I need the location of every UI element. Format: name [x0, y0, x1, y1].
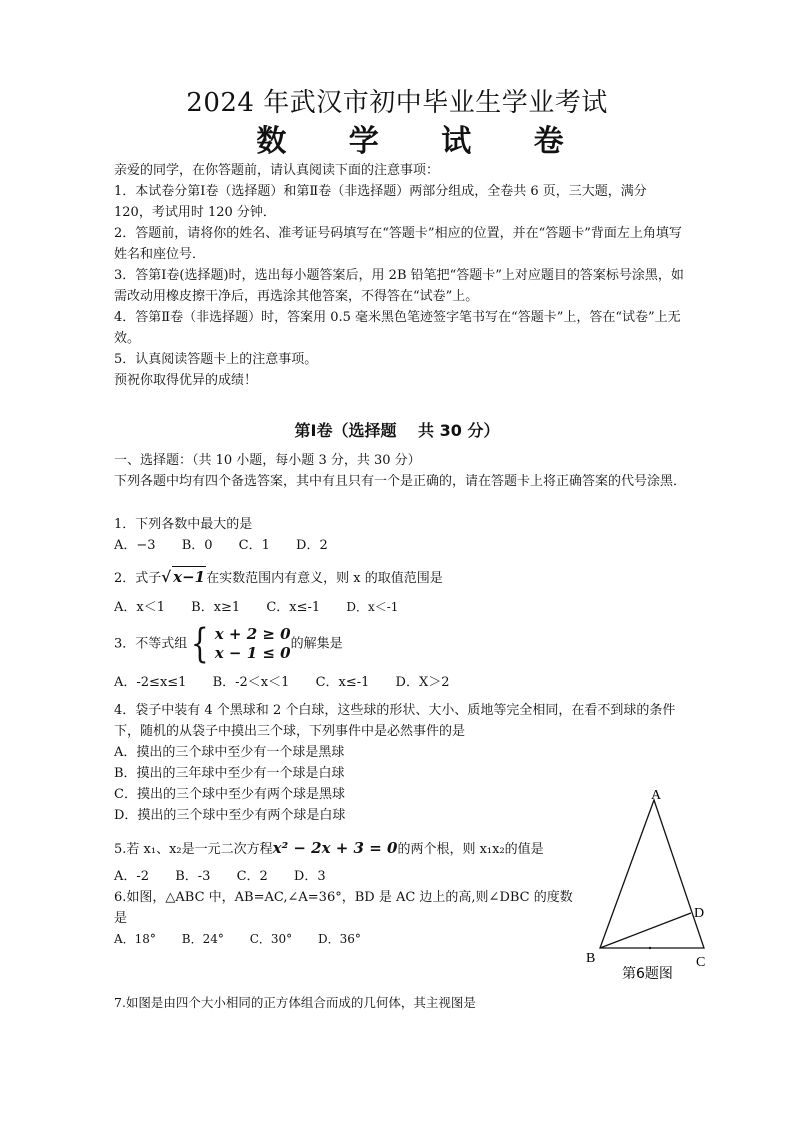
- exam-subtitle: 数 学 试 卷: [256, 124, 590, 159]
- note-item: 4．答第Ⅱ卷（非选择题）时，答案用 0.5 毫米黑色笔迹签字笔书写在“答题卡”上，答在“试卷”上无效。: [114, 310, 681, 346]
- figure-caption: 第6题图: [622, 966, 673, 982]
- option-c: C．1: [238, 538, 270, 553]
- sqrt-expression: √ x−1: [161, 568, 206, 586]
- label-d: D: [694, 906, 705, 921]
- note-item: 3．答第Ⅰ卷(选择题)时，选出每小题答案后，用 2B 铅笔把“答题卡”上对应题目的答案标号涂黑，如需改动用橡皮擦干净后，再选涂其他答案，不得答在“试卷”上。: [114, 268, 684, 304]
- inequality-system: [187, 621, 291, 667]
- option-c: C．摸出的三个球中至少有两个球是黑球: [114, 787, 345, 802]
- options-row: [114, 672, 686, 693]
- quadratic-equation: x² − 2x + 3 = 0: [272, 839, 398, 857]
- question-7: [114, 992, 686, 1013]
- section-heading: 一、选择题：（共 10 小题，每小题 3 分，共 30 分）: [114, 453, 421, 468]
- note-item: 5．认真阅读答题卡上的注意事项。: [114, 352, 318, 367]
- triangle-figure: [580, 782, 720, 992]
- option-d: D．3: [293, 869, 326, 884]
- option-c: C．x≤-1: [266, 600, 321, 615]
- option-d: D．x＜-1: [346, 600, 399, 614]
- option-a: A．-2: [114, 869, 150, 884]
- stem-suffix: 在实数范围内有意义，则 x 的取值范围是: [206, 571, 443, 586]
- option-a: A．摸出的三个球中至少有一个球是黑球: [114, 745, 345, 760]
- question-6: [114, 887, 574, 950]
- altitude-bd: [600, 913, 691, 948]
- question-1: [114, 514, 686, 556]
- notes-section: [114, 160, 686, 391]
- option-b: B．24°: [181, 932, 224, 946]
- option-b: B．0: [181, 538, 213, 553]
- stem-suffix: 的两个根，则 x₁x₂的值是: [397, 842, 544, 857]
- stem-suffix: 的解集是: [290, 636, 343, 652]
- question-stem: 7.如图是由四个大小相同的正方体组合而成的几何体，其主视图是: [114, 995, 476, 1010]
- section-title: 第Ⅰ卷（选择题 共 30 分）: [294, 421, 500, 440]
- question-stem: [114, 566, 686, 589]
- option-a: A．-2≤x≤1: [114, 675, 187, 690]
- section-instruction: 下列各题中均有四个备选答案，其中有且只有一个是正确的，请在答题卡上将正确答案的代号涂黑．: [114, 474, 687, 489]
- option-d: D．2: [296, 538, 328, 553]
- options-row: [114, 929, 574, 950]
- option-a: A．x＜1: [114, 600, 165, 615]
- question-5: [114, 838, 564, 887]
- label-a: A: [651, 788, 662, 803]
- option-c: C．x≤-1: [315, 675, 370, 690]
- question-stem: 6.如图，△ABC 中，AB=AC,∠A=36°，BD 是 AC 边上的高,则∠DBC 的度数是: [114, 890, 573, 926]
- stem-prefix: 2．式子: [114, 571, 162, 586]
- option-b: B．-3: [175, 869, 211, 884]
- option-d: D．X＞2: [395, 675, 450, 690]
- option-b: B．摸出的三年球中至少有一个球是白球: [114, 766, 345, 781]
- option-d: D．36°: [317, 932, 361, 946]
- option-b: B．-2＜x＜1: [212, 675, 290, 690]
- inequality-line-2: x − 1 ≤ 0: [214, 644, 291, 662]
- stem-prefix: 5.若 x₁、x₂是一元二次方程: [114, 842, 273, 857]
- question-stem: 1．下列各数中最大的是: [114, 517, 253, 532]
- note-item: 1．本试卷分第Ⅰ卷（选择题）和第Ⅱ卷（非选择题）两部分组成，全卷共 6 页，三大题，满分 120，考试用时 120 分钟．: [114, 184, 647, 220]
- label-b: B: [586, 951, 596, 966]
- options-row: [114, 866, 564, 887]
- options-row: [114, 535, 686, 556]
- question-stem: [114, 838, 564, 860]
- question-3: [114, 621, 686, 693]
- triangle-abc: [600, 800, 704, 948]
- notes-wish: 预祝你取得优异的成绩！: [114, 373, 258, 388]
- section-intro: [114, 450, 686, 492]
- brace-symbol: {: [191, 621, 209, 667]
- option-b: B．x≥1: [191, 600, 241, 615]
- option-c: C．30°: [249, 932, 293, 946]
- question-stem: 4．袋子中装有 4 个黑球和 2 个白球，这些球的形状、大小、质地等完全相同，在看不到球的条件下，随机的从袋子中摸出三个球，下列事件中是必然事件的是: [114, 703, 676, 739]
- option-a: A．18°: [114, 932, 156, 946]
- stem-prefix: 3．不等式组: [114, 636, 188, 652]
- base-point: [649, 947, 651, 949]
- notes-intro: 亲爱的同学，在你答题前，请认真阅读下面的注意事项：: [114, 163, 440, 178]
- option-c: C．2: [236, 869, 268, 884]
- radicand: x−1: [173, 568, 206, 586]
- option-a: A．−3: [114, 538, 156, 553]
- inequality-line-1: x + 2 ≥ 0: [214, 625, 291, 643]
- exam-title: 2024 年武汉市初中毕业生学业考试: [186, 88, 608, 118]
- question-stem: [114, 621, 686, 667]
- question-2: [114, 566, 686, 618]
- options-row: [114, 597, 686, 618]
- option-d: D．摸出的三个球中至少有两个球是白球: [114, 808, 346, 823]
- label-c: C: [696, 955, 706, 970]
- note-item: 2．答题前，请将你的姓名、准考证号码填写在“答题卡”相应的位置，并在“答题卡”背面左上角填写姓名和座位号．: [114, 226, 682, 262]
